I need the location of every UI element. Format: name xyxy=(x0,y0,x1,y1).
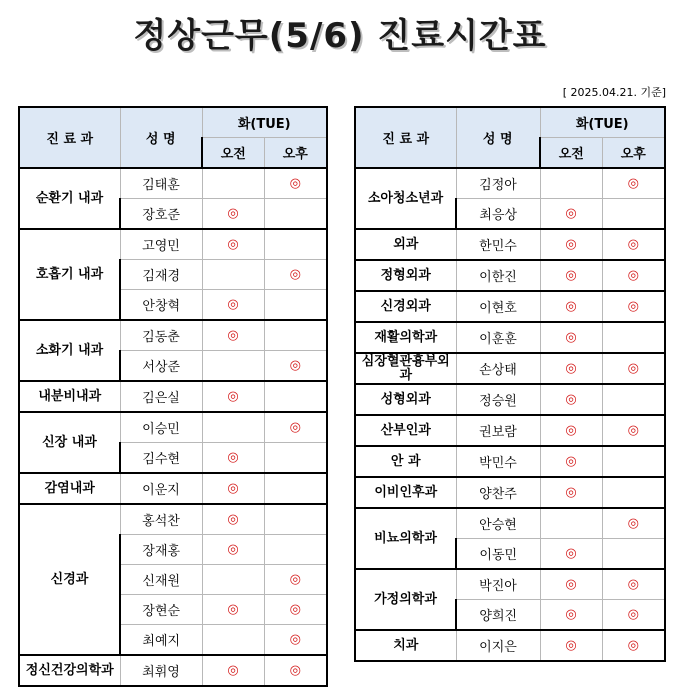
table-row xyxy=(355,291,665,322)
dept-cell: 소아청소년과 xyxy=(355,168,456,229)
table-row xyxy=(355,415,665,446)
doctor-name: 이현호 xyxy=(456,291,540,322)
basis-date: [ 2025.04.21. 기준] xyxy=(562,86,666,99)
doctor-name: 박진아 xyxy=(456,569,540,600)
am-mark: ◎ xyxy=(540,415,602,446)
dept-cell: 성형외과 xyxy=(355,384,456,415)
table-row xyxy=(19,320,327,351)
am-mark: ◎ xyxy=(202,504,264,535)
am-mark: ◎ xyxy=(202,381,264,412)
pm-mark: ◎ xyxy=(602,229,665,260)
pm-mark: ◎ xyxy=(602,260,665,291)
dept-cell: 비뇨의학과 xyxy=(355,508,456,569)
pm-mark xyxy=(602,477,665,508)
dept-cell: 안 과 xyxy=(355,446,456,477)
am-mark: ◎ xyxy=(540,322,602,353)
dept-cell: 신장 내과 xyxy=(19,412,120,473)
pm-mark xyxy=(264,535,327,565)
am-mark: ◎ xyxy=(540,384,602,415)
doctor-name: 이승민 xyxy=(120,412,202,443)
dept-cell: 정형외과 xyxy=(355,260,456,291)
pm-mark: ◎ xyxy=(602,600,665,631)
am-mark: ◎ xyxy=(202,199,264,230)
pm-mark: ◎ xyxy=(602,508,665,539)
header-day: 화(TUE) xyxy=(540,107,665,138)
header-pm: 오후 xyxy=(264,138,327,169)
doctor-name: 정승원 xyxy=(456,384,540,415)
table-row xyxy=(355,508,665,539)
header-name: 성 명 xyxy=(456,107,540,168)
doctor-name: 김은실 xyxy=(120,381,202,412)
doctor-name: 장재홍 xyxy=(120,535,202,565)
table-row xyxy=(355,229,665,260)
pm-mark xyxy=(602,446,665,477)
table-row xyxy=(355,446,665,477)
am-mark xyxy=(202,168,264,199)
table-row xyxy=(19,168,327,199)
dept-cell: 가정의학과 xyxy=(355,569,456,630)
am-mark xyxy=(202,565,264,595)
doctor-name: 안승현 xyxy=(456,508,540,539)
pm-mark xyxy=(264,199,327,230)
doctor-name: 한민수 xyxy=(456,229,540,260)
pm-mark: ◎ xyxy=(602,630,665,661)
am-mark: ◎ xyxy=(540,446,602,477)
doctor-name: 양희진 xyxy=(456,600,540,631)
dept-cell: 호흡기 내과 xyxy=(19,229,120,320)
table-row xyxy=(355,353,665,384)
doctor-name: 이한진 xyxy=(456,260,540,291)
pm-mark: ◎ xyxy=(264,625,327,656)
pm-mark xyxy=(602,322,665,353)
table-row xyxy=(355,168,665,199)
dept-cell: 외과 xyxy=(355,229,456,260)
table-row xyxy=(19,504,327,535)
header-pm: 오후 xyxy=(602,138,665,169)
doctor-name: 손상태 xyxy=(456,353,540,384)
dept-cell: 신경과 xyxy=(19,504,120,655)
table-row xyxy=(355,569,665,600)
am-mark: ◎ xyxy=(202,473,264,504)
pm-mark: ◎ xyxy=(264,351,327,382)
am-mark xyxy=(540,508,602,539)
am-mark: ◎ xyxy=(202,535,264,565)
am-mark: ◎ xyxy=(540,291,602,322)
table-row xyxy=(355,630,665,661)
doctor-name: 김재경 xyxy=(120,260,202,290)
dept-cell: 산부인과 xyxy=(355,415,456,446)
doctor-name: 이운지 xyxy=(120,473,202,504)
header-am: 오전 xyxy=(540,138,602,169)
schedule-table-right xyxy=(354,106,666,662)
doctor-name: 최응상 xyxy=(456,199,540,230)
doctor-name: 박민수 xyxy=(456,446,540,477)
pm-mark: ◎ xyxy=(264,655,327,686)
pm-mark xyxy=(264,290,327,321)
dept-cell: 순환기 내과 xyxy=(19,168,120,229)
pm-mark: ◎ xyxy=(602,168,665,199)
doctor-name: 장호준 xyxy=(120,199,202,230)
dept-cell: 신경외과 xyxy=(355,291,456,322)
pm-mark xyxy=(264,504,327,535)
table-row xyxy=(19,412,327,443)
doctor-name: 신재원 xyxy=(120,565,202,595)
doctor-name: 이훈훈 xyxy=(456,322,540,353)
am-mark: ◎ xyxy=(540,539,602,570)
pm-mark: ◎ xyxy=(602,415,665,446)
pm-mark xyxy=(264,443,327,474)
am-mark: ◎ xyxy=(202,595,264,625)
header-name: 성 명 xyxy=(120,107,202,168)
dept-cell: 내분비내과 xyxy=(19,381,120,412)
header-day: 화(TUE) xyxy=(202,107,327,138)
dept-cell: 치과 xyxy=(355,630,456,661)
dept-cell: 심장혈관흉부외과 xyxy=(355,353,456,384)
doctor-name: 서상준 xyxy=(120,351,202,382)
am-mark: ◎ xyxy=(540,569,602,600)
table-row xyxy=(355,384,665,415)
am-mark xyxy=(202,260,264,290)
am-mark: ◎ xyxy=(540,260,602,291)
pm-mark: ◎ xyxy=(264,412,327,443)
doctor-name: 최예지 xyxy=(120,625,202,656)
table-row xyxy=(19,473,327,504)
doctor-name: 최휘영 xyxy=(120,655,202,686)
am-mark: ◎ xyxy=(202,290,264,321)
pm-mark: ◎ xyxy=(264,595,327,625)
pm-mark xyxy=(264,320,327,351)
pm-mark: ◎ xyxy=(264,168,327,199)
pm-mark xyxy=(264,229,327,260)
dept-cell: 감염내과 xyxy=(19,473,120,504)
am-mark: ◎ xyxy=(202,443,264,474)
pm-mark xyxy=(602,199,665,230)
dept-cell: 정신건강의학과 xyxy=(19,655,120,686)
doctor-name: 홍석찬 xyxy=(120,504,202,535)
am-mark: ◎ xyxy=(540,477,602,508)
dept-cell: 이비인후과 xyxy=(355,477,456,508)
dept-cell: 소화기 내과 xyxy=(19,320,120,381)
header-dept: 진 료 과 xyxy=(19,107,120,168)
am-mark: ◎ xyxy=(540,229,602,260)
dept-cell: 재활의학과 xyxy=(355,322,456,353)
pm-mark: ◎ xyxy=(264,260,327,290)
pm-mark xyxy=(264,473,327,504)
schedule-table-left xyxy=(18,106,328,687)
pm-mark xyxy=(602,539,665,570)
doctor-name: 권보람 xyxy=(456,415,540,446)
doctor-name: 장현순 xyxy=(120,595,202,625)
pm-mark: ◎ xyxy=(602,353,665,384)
am-mark: ◎ xyxy=(202,320,264,351)
am-mark: ◎ xyxy=(202,655,264,686)
pm-mark: ◎ xyxy=(602,569,665,600)
pm-mark: ◎ xyxy=(264,565,327,595)
header-dept: 진 료 과 xyxy=(355,107,456,168)
header-am: 오전 xyxy=(202,138,264,169)
am-mark: ◎ xyxy=(540,630,602,661)
doctor-name: 양찬주 xyxy=(456,477,540,508)
am-mark xyxy=(202,625,264,656)
table-row xyxy=(19,229,327,260)
am-mark: ◎ xyxy=(540,353,602,384)
table-row xyxy=(19,381,327,412)
table-row xyxy=(19,655,327,686)
pm-mark: ◎ xyxy=(602,291,665,322)
am-mark: ◎ xyxy=(540,600,602,631)
am-mark: ◎ xyxy=(202,229,264,260)
am-mark: ◎ xyxy=(540,199,602,230)
doctor-name: 김동춘 xyxy=(120,320,202,351)
pm-mark xyxy=(602,384,665,415)
page-title: 정상근무(5/6) 진료시간표 xyxy=(133,16,547,56)
pm-mark xyxy=(264,381,327,412)
doctor-name: 김수현 xyxy=(120,443,202,474)
doctor-name: 이지은 xyxy=(456,630,540,661)
doctor-name: 김정아 xyxy=(456,168,540,199)
am-mark xyxy=(202,412,264,443)
am-mark xyxy=(540,168,602,199)
doctor-name: 이동민 xyxy=(456,539,540,570)
am-mark xyxy=(202,351,264,382)
table-row xyxy=(355,322,665,353)
table-row xyxy=(355,260,665,291)
doctor-name: 김태훈 xyxy=(120,168,202,199)
doctor-name: 고영민 xyxy=(120,229,202,260)
table-row xyxy=(355,477,665,508)
doctor-name: 안창혁 xyxy=(120,290,202,321)
